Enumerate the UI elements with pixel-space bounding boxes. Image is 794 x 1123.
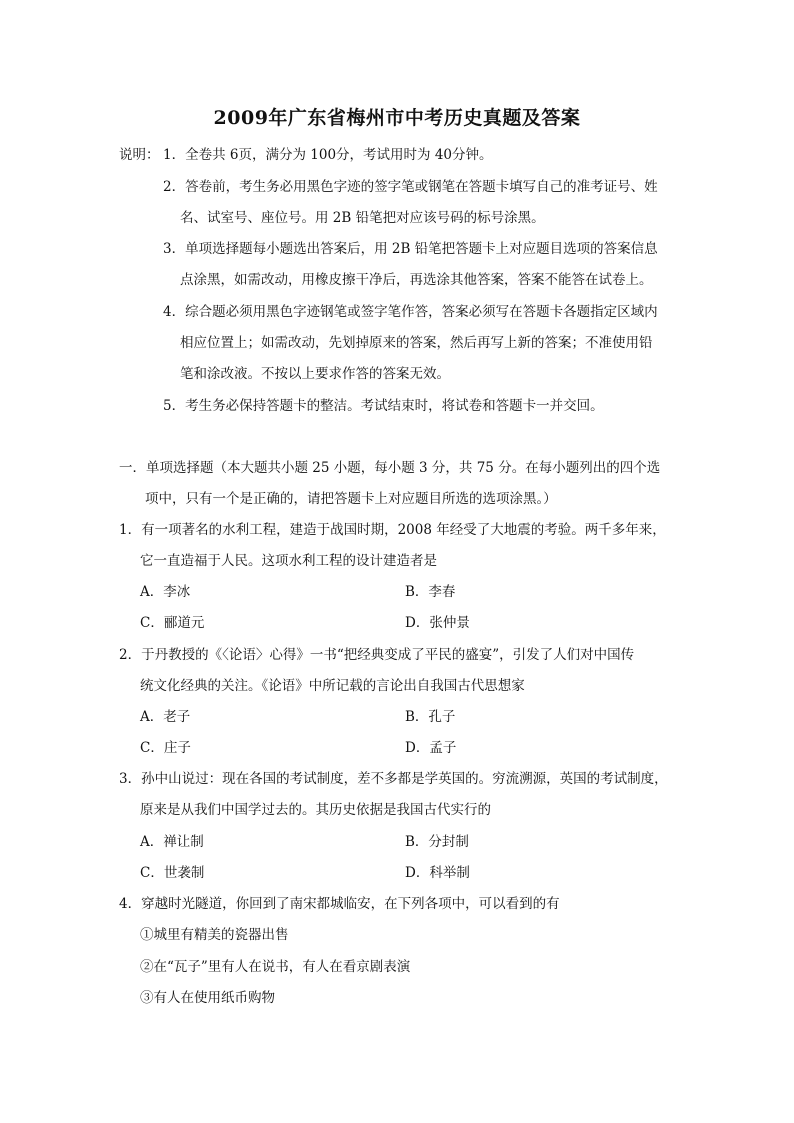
question-1-option-d: D．张仲景 xyxy=(405,615,470,631)
section-heading: 一．单项选择题（本大题共小题 25 小题，每小题 3 分，共 75 分。在每小题列出的四个选 xyxy=(119,460,661,476)
question-3-stem: 3．孙中山说过：现在各国的考试制度，差不多都是学英国的。穷流溯源，英国的考试制度， xyxy=(119,771,668,787)
question-2-option-c: C．庄子 xyxy=(140,740,191,756)
instruction-5: 5．考生务必保持答题卡的整洁。考试结束时，将试卷和答题卡一并交回。 xyxy=(163,398,604,414)
instruction-3: 3．单项选择题每小题选出答案后，用 2B 铅笔把答题卡上对应题目选项的答案信息 xyxy=(163,241,658,257)
question-3-option-c: C．世袭制 xyxy=(140,865,205,881)
question-3-option-d: D．科举制 xyxy=(405,865,470,881)
question-2-stem-cont: 统文化经典的关注。《论语》中所记载的言论出自我国古代思想家 xyxy=(140,678,525,694)
question-2-option-a: A．老子 xyxy=(140,709,191,725)
instructions-label: 说明： xyxy=(119,147,160,163)
section-heading-cont: 项中，只有一个是正确的，请把答题卡上对应题目所选的选项涂黑。） xyxy=(145,491,557,507)
question-1-option-b: B．李春 xyxy=(405,584,456,600)
question-2-option-d: D．孟子 xyxy=(405,740,457,756)
instruction-3-cont: 点涂黑，如需改动，用橡皮擦干净后，再选涂其他答案，答案不能答在试卷上。 xyxy=(180,272,653,288)
instruction-4-cont1: 相应位置上；如需改动，先划掉原来的答案，然后再写上新的答案；不准使用铅 xyxy=(180,335,653,351)
instruction-4-cont2: 笔和涂改液。不按以上要求作答的答案无效。 xyxy=(180,366,450,382)
question-4-stem: 4．穿越时光隧道，你回到了南宋都城临安，在下列各项中，可以看到的有 xyxy=(119,896,560,912)
question-1-stem: 1．有一项著名的水利工程，建造于战国时期，2008 年经受了大地震的考验。两千多年来， xyxy=(119,522,666,538)
instruction-2: 2．答卷前，考生务必用黑色字迹的签字笔或钢笔在答题卡填写自己的准考证号、姓 xyxy=(163,179,658,195)
question-4-item-3: ③有人在使用纸币购物 xyxy=(140,990,275,1006)
instruction-2-cont: 名、试室号、座位号。用 2B 铅笔把对应该号码的标号涂黑。 xyxy=(180,210,545,226)
page-title: 2009年广东省梅州市中考历史真题及答案 xyxy=(213,107,581,129)
question-1-stem-cont: 它一直造福于人民。这项水利工程的设计建造者是 xyxy=(140,553,437,569)
question-4-item-2: ②在“瓦子”里有人在说书，有人在看京剧表演 xyxy=(140,959,411,975)
instruction-1: 1．全卷共 6页，满分为 100分，考试用时为 40分钟。 xyxy=(163,147,493,163)
question-3-stem-cont: 原来是从我们中国学过去的。其历史依据是我国古代实行的 xyxy=(140,802,491,818)
question-2-stem: 2．于丹教授的《〈论语〉心得》一书“把经典变成了平民的盛宴”，引发了人们对中国传 xyxy=(119,647,635,663)
question-1-option-a: A．李冰 xyxy=(140,584,191,600)
instruction-4: 4．综合题必须用黑色字迹钢笔或签字笔作答，答案必须写在答题卡各题指定区域内 xyxy=(163,304,658,320)
question-3-option-a: A．禅让制 xyxy=(140,834,204,850)
question-2-option-b: B．孔子 xyxy=(405,709,456,725)
question-1-option-c: C．郦道元 xyxy=(140,615,205,631)
question-4-item-1: ①城里有精美的瓷器出售 xyxy=(140,927,289,943)
question-3-option-b: B．分封制 xyxy=(405,834,469,850)
